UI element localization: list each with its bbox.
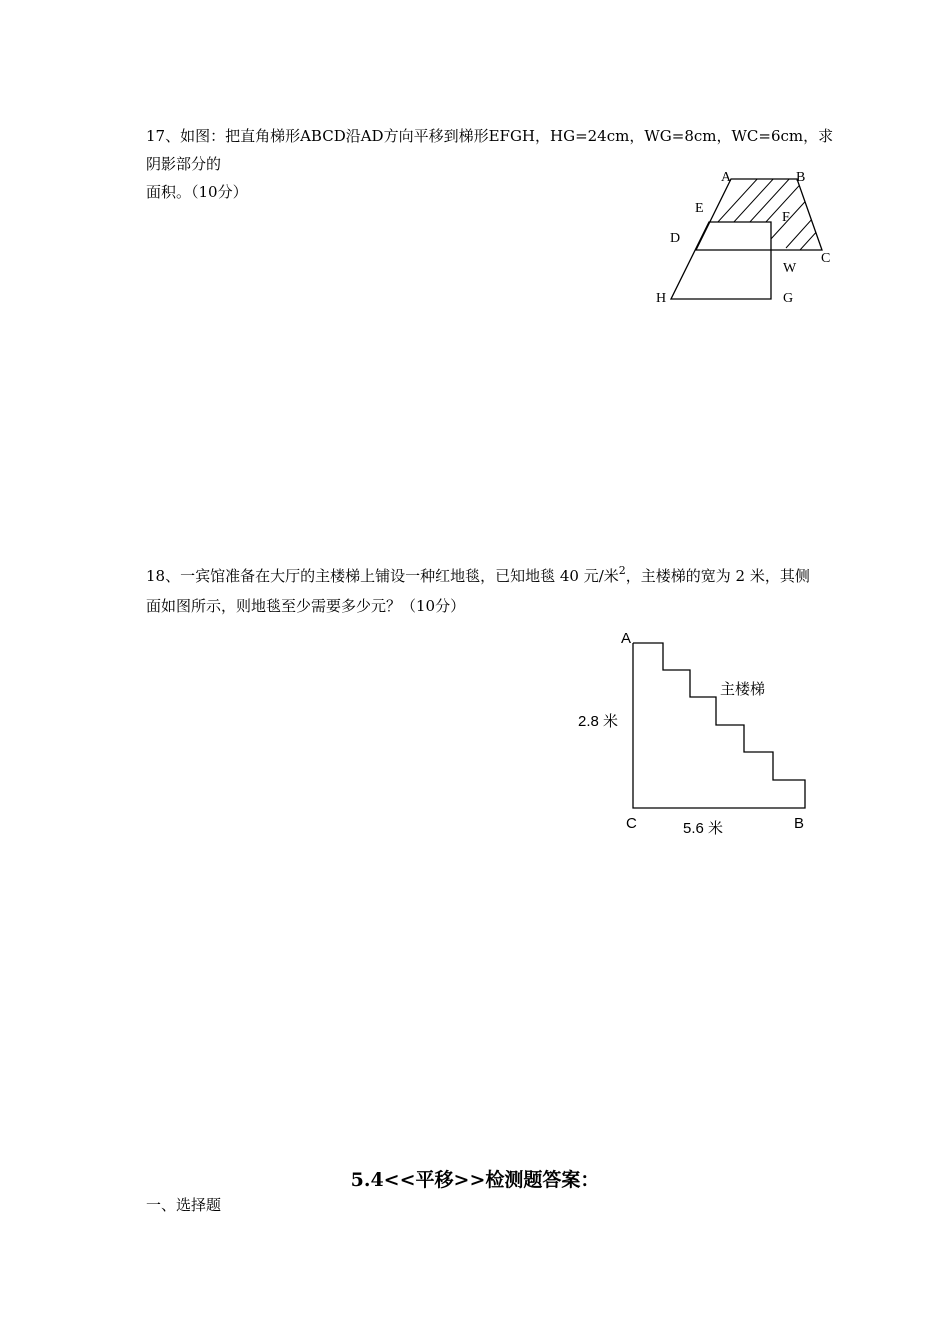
label-E: E — [695, 201, 704, 216]
label-H: H — [656, 291, 667, 306]
label-G: G — [783, 291, 794, 306]
question-18-line1: 18、一宾馆准备在大厅的主楼梯上铺设一种红地毯，已知地毯 40 元/米$^2$，主楼梯的宽为 2 米，其侧 — [146, 564, 810, 585]
label-F: F — [782, 210, 790, 225]
label-B: B — [796, 170, 806, 185]
label-stair-A: A — [621, 630, 632, 647]
label-stair-C: C — [626, 815, 637, 832]
label-D: D — [670, 231, 681, 246]
label-W: W — [783, 261, 797, 276]
answer-title: 5.4<<平移>>检测题答案： — [350, 1169, 600, 1191]
label-height: 2.8 米 — [578, 713, 619, 730]
section-choice: 一、选择题 — [146, 1196, 222, 1214]
question-18-line2: 面如图所示，则地毯至少需要多少元？（10分） — [146, 597, 466, 615]
staircase-outline — [633, 643, 805, 808]
label-C: C — [821, 251, 831, 266]
label-width: 5.6 米 — [683, 820, 724, 837]
label-stairs: 主楼梯 — [720, 681, 766, 698]
question-17-line1: 17、如图：把直角梯形ABCD沿AD方向平移到梯形EFGH，HG=24cm，WG=8cm，WC=6cm，求阴影部分的 — [146, 127, 834, 173]
label-stair-B: B — [794, 815, 805, 832]
superscript: 2 — [618, 564, 626, 577]
question-17-line2: 面积。（10分） — [146, 183, 248, 201]
label-A: A — [721, 170, 732, 185]
